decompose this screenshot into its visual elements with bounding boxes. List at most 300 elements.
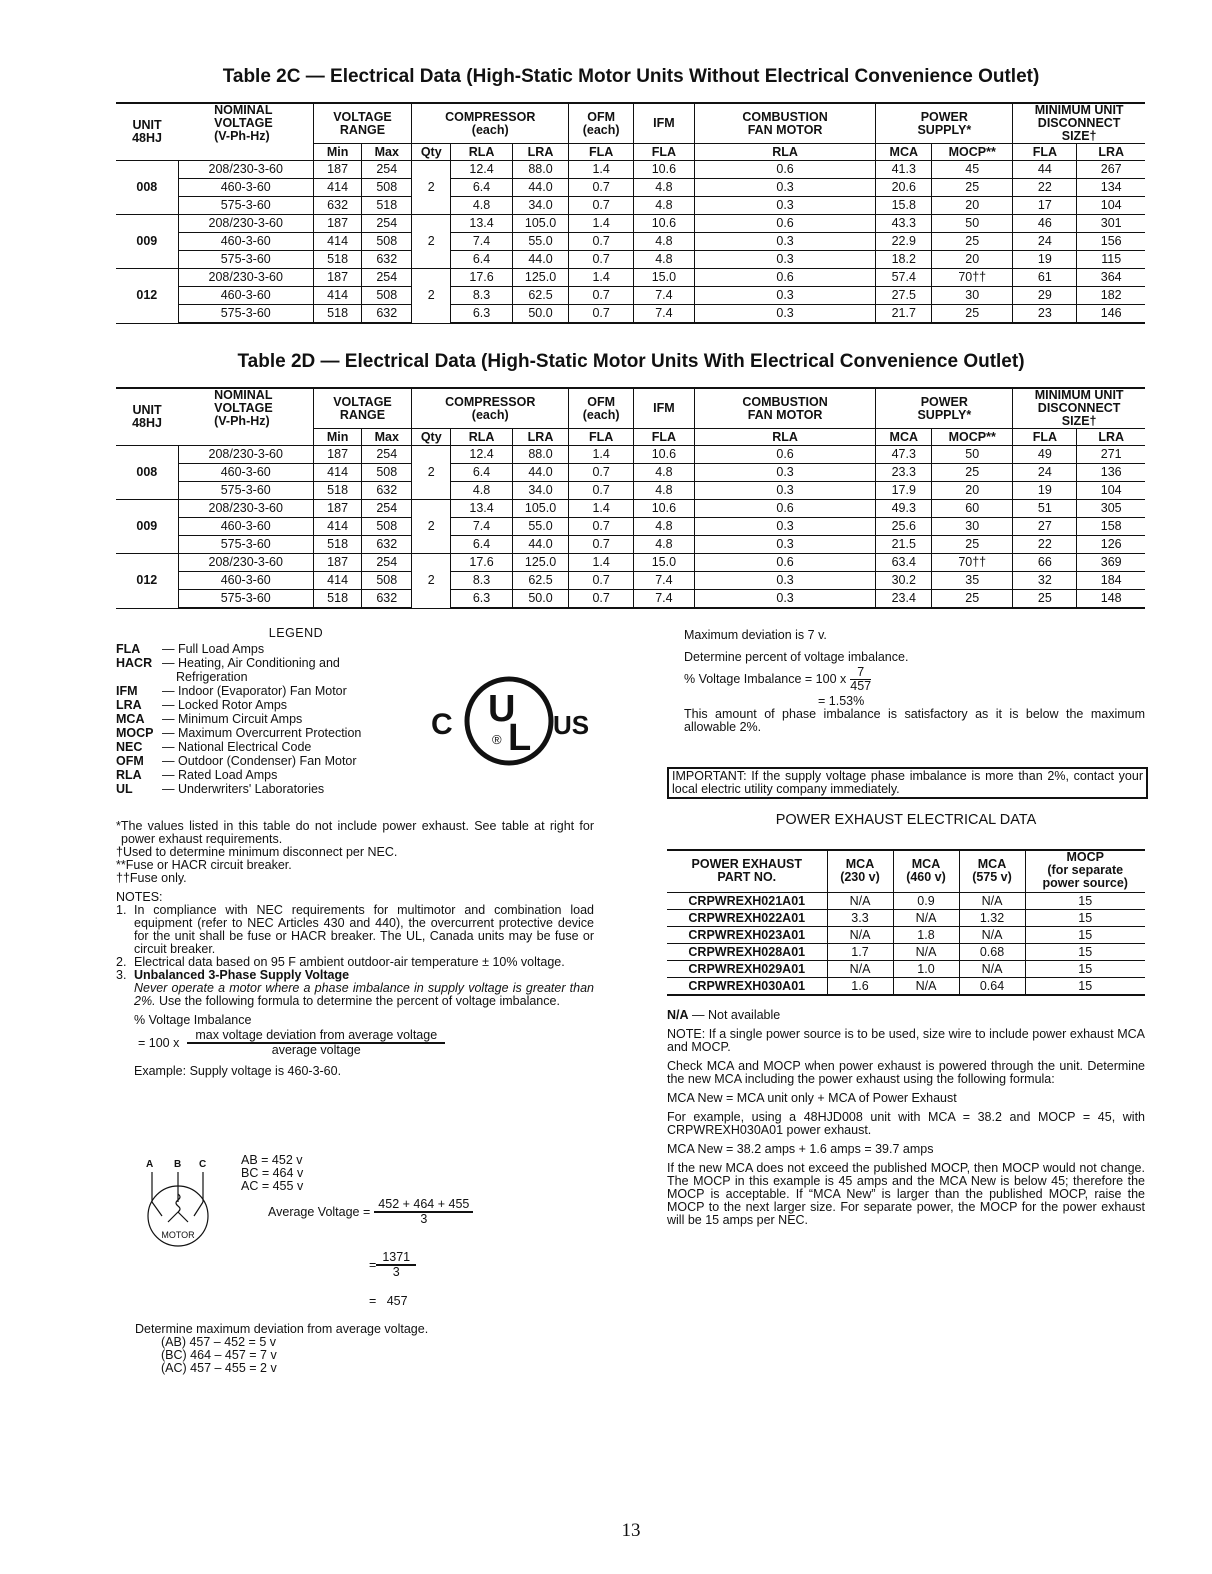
data-cell: 29 <box>1013 287 1077 305</box>
data-cell: 267 <box>1077 161 1145 179</box>
table-2c <box>116 102 1145 324</box>
col-nominal-sub <box>178 144 313 161</box>
data-cell: 1.7 <box>827 944 893 961</box>
data-cell: 19 <box>1013 251 1077 269</box>
data-cell: 34.0 <box>512 482 569 500</box>
data-cell: 18.2 <box>876 251 932 269</box>
data-cell: 15 <box>1025 893 1145 910</box>
data-cell: 508 <box>362 518 412 536</box>
data-cell: 35 <box>932 572 1013 590</box>
subheader-cell: LRA <box>512 429 569 446</box>
data-cell: 25 <box>932 536 1013 554</box>
data-cell: 17 <box>1013 197 1077 215</box>
table-row <box>116 233 1145 251</box>
legend-item: UL — Underwriters' Laboratories <box>116 782 325 796</box>
data-cell: 414 <box>313 464 362 482</box>
data-cell: 44.0 <box>512 464 569 482</box>
deviation-block: Determine maximum deviation from average voltage. (AB) 457 – 452 = 5 v (BC) 464 – 457 = 7 v (AC) 457 – 455 = 2 v <box>135 1322 429 1375</box>
data-cell: 4.8 <box>634 482 695 500</box>
subheader-cell: FLA <box>634 429 695 446</box>
data-cell: 60 <box>932 500 1013 518</box>
data-cell: 414 <box>313 518 362 536</box>
data-cell: 66 <box>1013 554 1077 572</box>
footnote-4: ††Fuse only. <box>116 871 187 885</box>
data-cell: 70†† <box>932 554 1013 572</box>
data-cell: 575-3-60 <box>178 536 313 554</box>
data-cell: 414 <box>313 233 362 251</box>
page-number: 13 <box>621 1520 641 1541</box>
data-cell: 0.9 <box>893 893 959 910</box>
data-cell: 0.3 <box>694 536 876 554</box>
data-cell: 0.3 <box>694 233 876 251</box>
data-cell: 57.4 <box>876 269 932 287</box>
part-number-cell: CRPWREXH028A01 <box>667 944 827 961</box>
col-voltage: VOLTAGE RANGE <box>313 103 411 144</box>
data-cell: 0.7 <box>569 482 634 500</box>
data-cell: 10.6 <box>634 215 695 233</box>
unit-cell: 012 <box>116 554 178 609</box>
pe-col-mocp: MOCP (for separate power source) <box>1025 850 1145 893</box>
data-cell: 0.6 <box>694 500 876 518</box>
data-cell: N/A <box>893 944 959 961</box>
data-cell: 0.3 <box>694 197 876 215</box>
data-cell: 30 <box>932 518 1013 536</box>
data-cell: N/A <box>893 978 959 996</box>
data-cell: 15 <box>1025 961 1145 978</box>
data-cell: 305 <box>1077 500 1145 518</box>
data-cell: 254 <box>362 500 412 518</box>
subheader-cell: RLA <box>451 144 512 161</box>
data-cell: 632 <box>362 251 412 269</box>
data-cell: 15.0 <box>634 269 695 287</box>
data-cell: 1.4 <box>569 554 634 572</box>
data-cell: 8.3 <box>451 572 512 590</box>
data-cell: 187 <box>313 161 362 179</box>
footnote-3: **Fuse or HACR circuit breaker. <box>116 858 292 872</box>
data-cell: 15 <box>1025 944 1145 961</box>
legend-item: MCA — Minimum Circuit Amps <box>116 712 303 726</box>
data-cell: 30 <box>932 287 1013 305</box>
data-cell: 30.2 <box>876 572 932 590</box>
subheader-cell: RLA <box>451 429 512 446</box>
data-cell: 6.3 <box>451 590 512 609</box>
data-cell: 0.3 <box>694 305 876 324</box>
data-cell: 1.6 <box>827 978 893 996</box>
col-compressor: COMPRESSOR (each) <box>412 388 569 429</box>
data-cell: 6.4 <box>451 536 512 554</box>
data-cell: 55.0 <box>512 518 569 536</box>
data-cell: 17.6 <box>451 269 512 287</box>
data-cell: 508 <box>362 464 412 482</box>
table-row <box>116 500 1145 518</box>
data-cell: 24 <box>1013 464 1077 482</box>
power-exhaust-notes: N/A — Not available NOTE: If a single power source is to be used, size wire to include power exhaust MCA and MOCP. Check MCA and MOCP when power exhaust is powered through the unit. Determine the new MCA including the power exhaust using the following formula: MCA New = MCA unit only + MCA of Power Exhaust For example, using a 48HJD008 unit with MCA = 38.2 and MOCP = 45, with CRPWREXH030A01 power exhaust. MCA New = 38.2 amps + 1.6 amps = 39.7 amps If the new MCA does not exceed the published MOCP, then MOCP would not change. The MOCP in this example is 45 amps and the MCA New is below 45; therefore the MOCP is acceptable. If “MCA New” is larger than the published MOCP, raise the MOCP to the next larger size. For separate power, the MOCP for the power exhaust will be 15 amps per NEC. <box>667 1008 1145 1227</box>
subheader-cell: FLA <box>1013 144 1077 161</box>
data-cell: 134 <box>1077 179 1145 197</box>
data-cell: 518 <box>313 590 362 609</box>
col-nominal: NOMINAL VOLTAGE (V-Ph-Hz) <box>178 388 313 429</box>
legend-item: LRA — Locked Rotor Amps <box>116 698 288 712</box>
data-cell: 104 <box>1077 482 1145 500</box>
data-cell: 25 <box>1013 590 1077 609</box>
example: Example: Supply voltage is 460-3-60. <box>134 1064 342 1078</box>
data-cell: 12.4 <box>451 446 512 464</box>
data-cell: 10.6 <box>634 500 695 518</box>
subheader-cell: RLA <box>694 144 876 161</box>
legend-item: HACR — Heating, Air Conditioning and Refrigeration <box>116 656 340 684</box>
data-cell: 0.7 <box>569 233 634 251</box>
data-cell: 187 <box>313 446 362 464</box>
col-nominal-sub <box>178 429 313 446</box>
data-cell: 518 <box>362 197 412 215</box>
table-row <box>116 161 1145 179</box>
data-cell: N/A <box>827 893 893 910</box>
data-cell: 62.5 <box>512 572 569 590</box>
phase-voltages: AB = 452 v BC = 464 v AC = 455 v <box>241 1153 304 1193</box>
data-cell: 0.7 <box>569 287 634 305</box>
logo-us: US <box>553 710 590 740</box>
data-cell: 1.4 <box>569 161 634 179</box>
table-2c-title: Table 2C — Electrical Data (High-Static Motor Units Without Electrical Convenience Outlet) <box>222 66 1040 87</box>
subheader-row <box>116 144 1145 161</box>
table-row <box>116 251 1145 269</box>
data-cell: 518 <box>313 305 362 324</box>
data-cell: 254 <box>362 161 412 179</box>
data-cell: 369 <box>1077 554 1145 572</box>
data-cell: 17.6 <box>451 554 512 572</box>
data-cell: 508 <box>362 233 412 251</box>
data-cell: 518 <box>313 251 362 269</box>
logo-r: ® <box>492 732 502 747</box>
table-row <box>116 464 1145 482</box>
table-row <box>116 446 1145 464</box>
data-cell: N/A <box>959 893 1025 910</box>
data-cell: 0.3 <box>694 572 876 590</box>
data-cell: 50.0 <box>512 305 569 324</box>
data-cell: 0.3 <box>694 179 876 197</box>
part-number-cell: CRPWREXH029A01 <box>667 961 827 978</box>
data-cell: 301 <box>1077 215 1145 233</box>
data-cell: 254 <box>362 554 412 572</box>
subheader-cell: FLA <box>569 429 634 446</box>
data-cell: 23.3 <box>876 464 932 482</box>
data-cell: 41.3 <box>876 161 932 179</box>
data-cell: 0.7 <box>569 536 634 554</box>
data-cell: 364 <box>1077 269 1145 287</box>
data-cell: 575-3-60 <box>178 251 313 269</box>
data-cell: 414 <box>313 287 362 305</box>
data-cell: 15.0 <box>634 554 695 572</box>
footnotes <box>116 820 594 1078</box>
subheader-cell: Max <box>362 144 412 161</box>
data-cell: 187 <box>313 554 362 572</box>
data-cell: 187 <box>313 215 362 233</box>
col-combustion: COMBUSTION FAN MOTOR <box>694 388 876 429</box>
logo-l: L <box>508 717 532 759</box>
data-cell: 32 <box>1013 572 1077 590</box>
data-cell: 4.8 <box>634 536 695 554</box>
data-cell: 0.6 <box>694 554 876 572</box>
col-ifm: IFM <box>634 103 695 144</box>
subheader-cell: LRA <box>1077 429 1145 446</box>
data-cell: 63.4 <box>876 554 932 572</box>
data-cell: 125.0 <box>512 269 569 287</box>
svg-text:MOTOR: MOTOR <box>161 1230 195 1240</box>
data-cell: 0.6 <box>694 161 876 179</box>
data-cell: 2 <box>412 500 451 554</box>
data-cell: 575-3-60 <box>178 305 313 324</box>
data-cell: 88.0 <box>512 446 569 464</box>
legend-item: FLA — Full Load Amps <box>116 642 265 656</box>
table-row <box>667 961 1145 978</box>
data-cell: 182 <box>1077 287 1145 305</box>
data-cell: 1.0 <box>893 961 959 978</box>
data-cell: 25 <box>932 179 1013 197</box>
table-row <box>116 215 1145 233</box>
data-cell: 10.6 <box>634 446 695 464</box>
col-minimum: MINIMUM UNIT DISCONNECT SIZE† <box>1013 103 1145 144</box>
data-cell: 45 <box>932 161 1013 179</box>
data-cell: 23 <box>1013 305 1077 324</box>
data-cell: 20 <box>932 251 1013 269</box>
data-cell: 460-3-60 <box>178 233 313 251</box>
data-cell: N/A <box>959 961 1025 978</box>
data-cell: 148 <box>1077 590 1145 609</box>
data-cell: 6.4 <box>451 179 512 197</box>
note-2: 2. Electrical data based on 95 F ambient outdoor-air temperature ± 10% voltage. <box>116 955 565 969</box>
data-cell: N/A <box>893 910 959 927</box>
data-cell: 50 <box>932 215 1013 233</box>
data-cell: N/A <box>827 927 893 944</box>
table-row <box>116 518 1145 536</box>
footnote-2: †Used to determine minimum disconnect per NEC. <box>116 845 398 859</box>
table-row <box>116 269 1145 287</box>
data-cell: 27 <box>1013 518 1077 536</box>
data-cell: 7.4 <box>451 518 512 536</box>
data-cell: 20.6 <box>876 179 932 197</box>
subheader-cell: Min <box>313 429 362 446</box>
unit-cell: 008 <box>116 161 178 215</box>
data-cell: 44.0 <box>512 251 569 269</box>
data-cell: 0.64 <box>959 978 1025 996</box>
data-cell: 43.3 <box>876 215 932 233</box>
data-cell: 2 <box>412 446 451 500</box>
col-minimum: MINIMUM UNIT DISCONNECT SIZE† <box>1013 388 1145 429</box>
legend-item: IFM — Indoor (Evaporator) Fan Motor <box>116 684 347 698</box>
average-voltage-step2: = $\frac{1371}{3}$ <box>369 1251 416 1279</box>
important-notice: IMPORTANT: If the supply voltage phase imbalance is more than 2%, contact your local electric utility company immediately. <box>667 767 1148 799</box>
data-cell: 156 <box>1077 233 1145 251</box>
average-voltage-formula: Average Voltage = $\frac{452 + 464 + 455}{3}$ <box>268 1198 473 1226</box>
data-cell: 17.9 <box>876 482 932 500</box>
subheader-cell: FLA <box>634 144 695 161</box>
data-cell: N/A <box>959 927 1025 944</box>
data-cell: 12.4 <box>451 161 512 179</box>
data-cell: 126 <box>1077 536 1145 554</box>
data-cell: 34.0 <box>512 197 569 215</box>
data-cell: 460-3-60 <box>178 179 313 197</box>
note-3: 3. Unbalanced 3-Phase Supply Voltage Never operate a motor where a phase imbalance in supply voltage is greater than 2%. Use the following formula to determine the percent of voltage imbalance. <box>116 968 594 1008</box>
data-cell: 0.3 <box>694 464 876 482</box>
table-row <box>116 179 1145 197</box>
data-cell: 88.0 <box>512 161 569 179</box>
unit-cell: 012 <box>116 269 178 324</box>
data-cell: 0.3 <box>694 590 876 609</box>
data-cell: 575-3-60 <box>178 590 313 609</box>
data-cell: 6.4 <box>451 464 512 482</box>
data-cell: 1.4 <box>569 215 634 233</box>
data-cell: 4.8 <box>634 233 695 251</box>
data-cell: 632 <box>362 536 412 554</box>
data-cell: 632 <box>362 590 412 609</box>
table-row <box>667 978 1145 996</box>
unit-cell: 008 <box>116 446 178 500</box>
data-cell: 254 <box>362 215 412 233</box>
data-cell: 105.0 <box>512 500 569 518</box>
pct-label: % Voltage Imbalance <box>134 1013 252 1027</box>
table-row <box>116 536 1145 554</box>
data-cell: 25 <box>932 590 1013 609</box>
data-cell: 575-3-60 <box>178 482 313 500</box>
col-ifm: IFM <box>634 388 695 429</box>
data-cell: 115 <box>1077 251 1145 269</box>
subheader-cell: Qty <box>412 144 451 161</box>
col-power: POWER SUPPLY* <box>876 388 1013 429</box>
notes-title: NOTES: <box>116 890 163 904</box>
col-ofm: OFM (each) <box>569 388 634 429</box>
table-row <box>116 482 1145 500</box>
data-cell: 575-3-60 <box>178 197 313 215</box>
data-cell: 0.7 <box>569 464 634 482</box>
data-cell: 6.4 <box>451 251 512 269</box>
col-combustion: COMBUSTION FAN MOTOR <box>694 103 876 144</box>
data-cell: 21.7 <box>876 305 932 324</box>
data-cell: 104 <box>1077 197 1145 215</box>
svg-text:B: B <box>174 1159 182 1170</box>
subheader-cell: MOCP** <box>932 429 1013 446</box>
data-cell: 184 <box>1077 572 1145 590</box>
data-cell: 44 <box>1013 161 1077 179</box>
data-cell: 2 <box>412 161 451 215</box>
data-cell: 0.7 <box>569 572 634 590</box>
data-cell: 4.8 <box>634 197 695 215</box>
data-cell: 2 <box>412 215 451 269</box>
data-cell: 208/230-3-60 <box>178 215 313 233</box>
legend-item: OFM — Outdoor (Condenser) Fan Motor <box>116 754 357 768</box>
table-row <box>116 197 1145 215</box>
data-cell: 13.4 <box>451 215 512 233</box>
col-unit: UNIT 48HJ <box>116 388 178 446</box>
data-cell: 0.7 <box>569 590 634 609</box>
data-cell: 61 <box>1013 269 1077 287</box>
subheader-cell: MCA <box>876 429 932 446</box>
data-cell: 1.32 <box>959 910 1025 927</box>
unit-cell: 009 <box>116 500 178 554</box>
table-row <box>116 287 1145 305</box>
data-cell: 632 <box>362 305 412 324</box>
data-cell: 22.9 <box>876 233 932 251</box>
data-cell: 51 <box>1013 500 1077 518</box>
data-cell: 208/230-3-60 <box>178 500 313 518</box>
data-cell: 7.4 <box>634 287 695 305</box>
legend-item: NEC — National Electrical Code <box>116 740 312 754</box>
pe-col-part: POWER EXHAUST PART NO. <box>667 850 827 893</box>
data-cell: 20 <box>932 482 1013 500</box>
data-cell: 15 <box>1025 910 1145 927</box>
col-compressor: COMPRESSOR (each) <box>412 103 569 144</box>
table-row <box>116 572 1145 590</box>
data-cell: 4.8 <box>451 482 512 500</box>
data-cell: 0.3 <box>694 482 876 500</box>
data-cell: 271 <box>1077 446 1145 464</box>
subheader-cell: Max <box>362 429 412 446</box>
data-cell: 15 <box>1025 978 1145 996</box>
data-cell: 632 <box>313 197 362 215</box>
data-cell: 518 <box>313 482 362 500</box>
imbalance-formula: = 100 x $\frac{\text{max voltage deviation from average voltage}}{\text{average voltage}}$ <box>138 1029 594 1057</box>
col-voltage: VOLTAGE RANGE <box>313 388 411 429</box>
footnote-1: *The values listed in this table do not include power exhaust. See table at right for power exhaust requirements. <box>116 819 594 846</box>
motor-diagram-icon <box>142 1156 234 1258</box>
data-cell: 0.3 <box>694 251 876 269</box>
average-voltage-result: = 457 <box>369 1294 408 1308</box>
data-cell: 508 <box>362 572 412 590</box>
table-row <box>116 590 1145 609</box>
data-cell: 0.7 <box>569 179 634 197</box>
subheader-cell: LRA <box>512 144 569 161</box>
subheader-cell: MCA <box>876 144 932 161</box>
pe-col-mca230: MCA (230 v) <box>827 850 893 893</box>
table-row <box>667 944 1145 961</box>
data-cell: 50.0 <box>512 590 569 609</box>
data-cell: 50 <box>932 446 1013 464</box>
table-row <box>116 305 1145 324</box>
data-cell: 208/230-3-60 <box>178 446 313 464</box>
data-cell: 125.0 <box>512 554 569 572</box>
data-cell: 46 <box>1013 215 1077 233</box>
data-cell: 21.5 <box>876 536 932 554</box>
data-cell: 2 <box>412 554 451 609</box>
data-cell: 20 <box>932 197 1013 215</box>
data-cell: 7.4 <box>634 590 695 609</box>
subheader-cell: RLA <box>694 429 876 446</box>
data-cell: 49 <box>1013 446 1077 464</box>
subheader-cell: FLA <box>569 144 634 161</box>
data-cell: 70†† <box>932 269 1013 287</box>
data-cell: 19 <box>1013 482 1077 500</box>
data-cell: 136 <box>1077 464 1145 482</box>
data-cell: 4.8 <box>634 179 695 197</box>
culus-logo-icon <box>428 676 590 766</box>
data-cell: 4.8 <box>451 197 512 215</box>
data-cell: 158 <box>1077 518 1145 536</box>
data-cell: 1.4 <box>569 446 634 464</box>
data-cell: 24 <box>1013 233 1077 251</box>
data-cell: 0.7 <box>569 305 634 324</box>
part-number-cell: CRPWREXH023A01 <box>667 927 827 944</box>
legend-item: RLA — Rated Load Amps <box>116 768 278 782</box>
data-cell: 25 <box>932 305 1013 324</box>
data-cell: 15 <box>1025 927 1145 944</box>
col-unit: UNIT 48HJ <box>116 103 178 161</box>
data-cell: 105.0 <box>512 215 569 233</box>
data-cell: 23.4 <box>876 590 932 609</box>
subheader-cell: FLA <box>1013 429 1077 446</box>
data-cell: 55.0 <box>512 233 569 251</box>
data-cell: 0.6 <box>694 215 876 233</box>
col-nominal: NOMINAL VOLTAGE (V-Ph-Hz) <box>178 103 313 144</box>
data-cell: 4.8 <box>634 251 695 269</box>
